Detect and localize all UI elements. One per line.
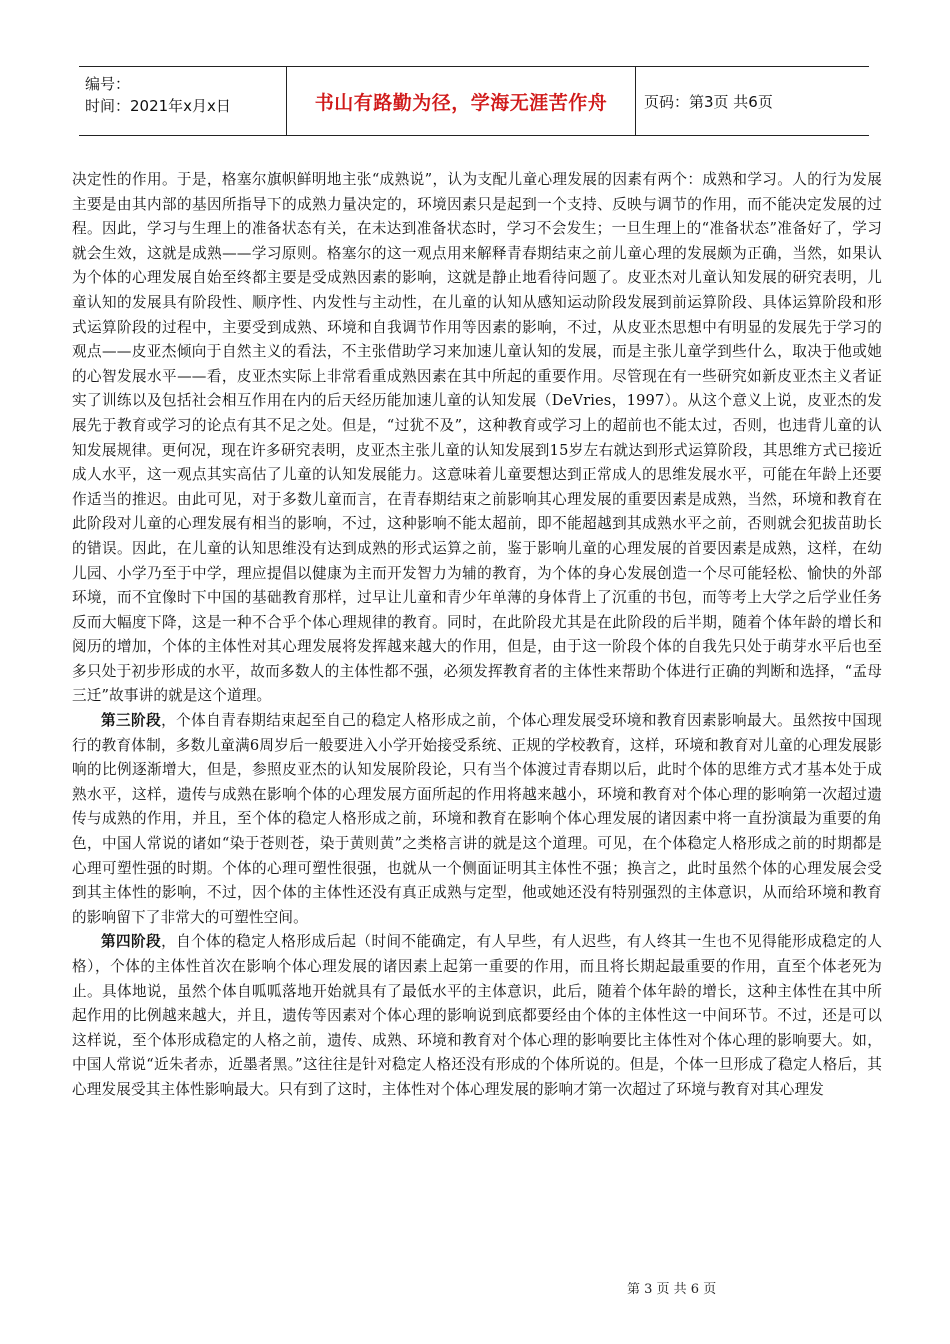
document-number-label: 编号：	[85, 75, 131, 93]
stage-three-heading: 第三阶段	[101, 712, 162, 730]
page-header	[79, 66, 869, 136]
paragraph-stage-three	[72, 709, 882, 930]
stage-four-text: ，自个体的稳定人格形成后起（时间不能确定，有人早些，有人迟些，有人终其一生也不见得能形成稳定的人格），个体的主体性首次在影响个体心理发展的诸因素上起第一重要的作用，而且将长期起最重要的作用，直至个体老死为止。具体地说，虽然个体自呱呱落地开始就具有了最低水平的主体意识，此后，随着个体年龄的增长，这种主体性在其中所起作用的比例越来越大，并且，遗传等因素对个体心理的影响说到底都要经由个体的主体性这一中间环节。不过，还是可以这样说，至个体形成稳定的人格之前，遗传、成熟、环境和教育对个体心理的影响要比主体性对个体心理的影响要大。如，中国人常说“近朱者赤，近墨者黑。”这往往是针对稳定人格还没有形成的个体所说的。但是，个体一旦形成了稳定人格后，其心理发展受其主体性影响最大。只有到了这时，主体性对个体心理发展的影响才第一次超过了环境与教育对其心理发	[72, 933, 882, 1098]
document-date-label: 时间：2021年x月x日	[85, 97, 231, 115]
header-motto: 书山有路勤为径，学海无涯苦作舟	[287, 67, 636, 135]
stage-four-heading: 第四阶段	[101, 933, 162, 951]
paragraph-stage-four	[72, 930, 882, 1102]
document-body	[72, 168, 882, 1103]
stage-three-text: ，个体自青春期结束起至自己的稳定人格形成之前，个体心理发展受环境和教育因素影响最大。虽然按中国现行的教育体制，多数儿童满6周岁后一般要进入小学开始接受系统、正规的学校教育，这样，环境和教育对儿童的心理发展影响的比例逐渐增大，但是，参照皮亚杰的认知发展阶段论，只有当个体渡过青春期以后，此时个体的思维方式才基本处于成熟水平，这样，遗传与成熟在影响个体的心理发展方面所起的作用将越来越小，环境和教育对个体心理的影响第一次超过遗传与成熟的作用，并且，至个体的稳定人格形成之前，环境和教育在影响个体心理发展的诸因素中将一直扮演最为重要的角色，中国人常说的诸如“染于苍则苍，染于黄则黄”之类格言讲的就是这个道理。可见，在个体稳定人格形成之前的时期都是心理可塑性强的时期。个体的心理可塑性很强，也就从一个侧面证明其主体性不强；换言之，此时虽然个体的心理发展会受到其主体性的影响，不过，因个体的主体性还没有真正成熟与定型，他或她还没有特别强烈的主体意识，从而给环境和教育的影响留下了非常大的可塑性空间。	[72, 712, 882, 926]
header-page-number: 页码：第3页 共6页	[644, 92, 773, 111]
header-meta	[79, 67, 287, 135]
paragraph-continuation: 决定性的作用。于是，格塞尔旗帜鲜明地主张“成熟说”，认为支配儿童心理发展的因素有两个：成熟和学习。人的行为发展主要是由其内部的基因所指导下的成熟力量决定的，环境因素只是起到一个支持、反映与调节的作用，而不能决定发展的过程。因此，学习与生理上的准备状态有关，在未达到准备状态时，学习不会发生；一旦生理上的“准备状态”准备好了，学习就会生效，这就是成熟——学习原则。格塞尔的这一观点用来解释青春期结束之前儿童心理的发展颇为正确，当然，如果认为个体的心理发展自始至终都主要是受成熟因素的影响，这就是静止地看待问题了。皮亚杰对儿童认知发展的研究表明，儿童认知的发展具有阶段性、顺序性、内发性与主动性，在儿童的认知从感知运动阶段发展到前运算阶段、具体运算阶段和形式运算阶段的过程中，主要受到成熟、环境和自我调节作用等因素的影响，不过，从皮亚杰思想中有明显的发展先于学习的观点——皮亚杰倾向于自然主义的看法，不主张借助学习来加速儿童认知的发展，而是主张儿童学到些什么，取决于他或她的心智发展水平——看，皮亚杰实际上非常看重成熟因素在其中所起的重要作用。尽管现在有一些研究如新皮亚杰主义者证实了训练以及包括社会相互作用在内的后天经历能加速儿童的认知发展（DeVries，1997）。从这个意义上说，皮亚杰的发展先于教育或学习的论点有其不足之处。但是，“过犹不及”，这种教育或学习上的超前也不能太过，否则，也违背儿童的认知发展规律。更何况，现在许多研究表明，皮亚杰主张儿童的认知发展到15岁左右就达到形式运算阶段，其思维方式已接近成人水平，这一观点其实高估了儿童的认知发展能力。这意味着儿童要想达到正常成人的思维发展水平，可能在年龄上还要作适当的推迟。由此可见，对于多数儿童而言，在青春期结束之前影响其心理发展的重要因素是成熟，当然，环境和教育在此阶段对儿童的心理发展有相当的影响，不过，这种影响不能太超前，即不能超越到其成熟水平之前，否则就会犯拔苗助长的错误。因此，在儿童的认知思维没有达到成熟的形式运算之前，鉴于影响儿童的心理发展的首要因素是成熟，这样，在幼儿园、小学乃至于中学，理应提倡以健康为主而开发智力为辅的教育，为个体的身心发展创造一个尽可能轻松、愉快的外部环境，而不宜像时下中国的基础教育那样，过早让儿童和青少年单薄的身体背上了沉重的书包，而等考上大学之后学业任务反而大幅度下降，这是一种不合乎个体心理规律的教育。同时，在此阶段尤其是在此阶段的后半期，随着个体年龄的增长和阅历的增加，个体的主体性对其心理发展将发挥越来越大的作用，但是，由于这一阶段个体的自我先只处于萌芽水平后也至多只处于初步形成的水平，故而多数人的主体性都不强，必须发挥教育者的主体性来帮助个体进行正确的判断和选择，“孟母三迁”故事讲的就是这个道理。	[72, 171, 882, 705]
page-footer: 第 3 页 共 6 页	[627, 1282, 717, 1297]
